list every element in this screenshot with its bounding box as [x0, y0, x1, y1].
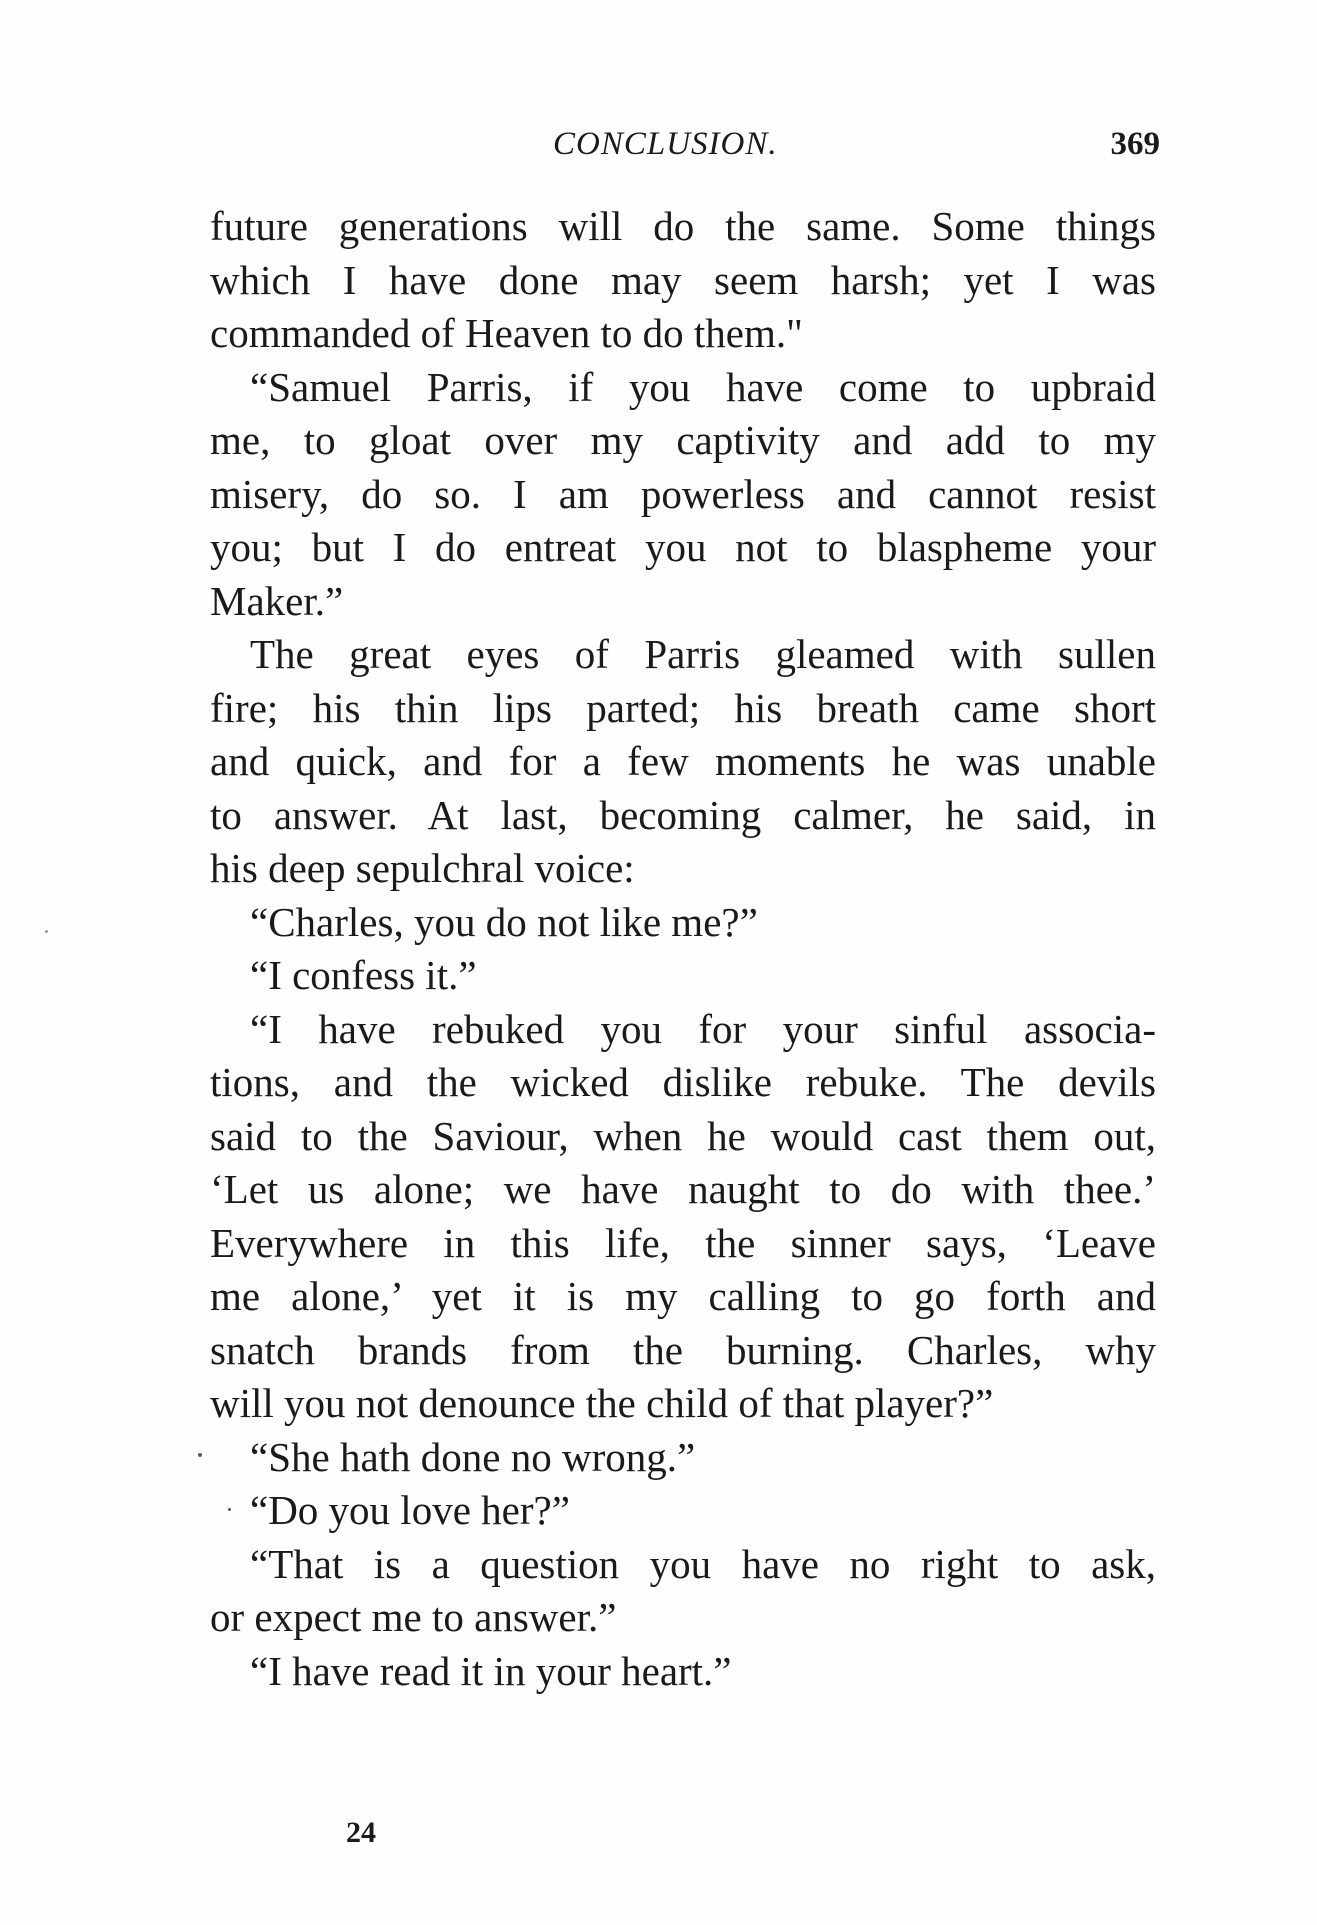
text-line: misery, do so. I am powerless and cannot resist [210, 470, 1156, 517]
text-line: “That is a question you have no right to ask, [250, 1540, 1156, 1587]
chapter-title: CONCLUSION. [553, 126, 778, 162]
signature-mark: 24 [346, 1816, 376, 1849]
text-line: me, to gloat over my captivity and add to my [210, 417, 1156, 463]
text-line: “I have read it in your heart.” [250, 1647, 732, 1694]
text-line: you; but I do entreat you not to blaspheme your [210, 524, 1156, 570]
text-line: will you not denounce the child of that player?” [210, 1380, 994, 1426]
print-speck [198, 1453, 202, 1457]
text-line: which I have done may seem harsh; yet I was [210, 256, 1156, 303]
text-line: snatch brands from the burning. Charles, why [210, 1326, 1156, 1373]
page-number: 369 [1110, 126, 1160, 162]
text-line: “I confess it.” [250, 952, 477, 998]
print-speck [228, 1508, 231, 1511]
text-line: future generations will do the same. Some things [210, 203, 1156, 249]
text-line: to answer. At last, becoming calmer, he said, in [210, 791, 1156, 838]
text-line: Everywhere in this life, the sinner says, ‘Leave [210, 1219, 1156, 1266]
text-line: commanded of Heaven to do them." [210, 310, 803, 356]
text-line: said to the Saviour, when he would cast them out, [210, 1112, 1156, 1159]
body-text [210, 200, 1156, 1698]
text-line: “She hath done no wrong.” [250, 1433, 696, 1480]
text-line: me alone,’ yet it is my calling to go forth and [210, 1273, 1156, 1319]
text-line: fire; his thin lips parted; his breath came short [210, 684, 1156, 731]
text-line: The great eyes of Parris gleamed with sullen [250, 631, 1156, 677]
running-head [210, 126, 1160, 174]
text-line: ‘Let us alone; we have naught to do with thee.’ [210, 1166, 1156, 1212]
text-line: his deep sepulchral voice: [210, 845, 635, 891]
text-line: tions, and the wicked dislike rebuke. The devils [210, 1059, 1156, 1105]
text-line: “Charles, you do not like me?” [250, 898, 758, 945]
text-line: “Samuel Parris, if you have come to upbraid [250, 363, 1156, 410]
text-line: “Do you love her?” [250, 1487, 570, 1533]
text-line: and quick, and for a few moments he was unable [210, 738, 1156, 784]
text-line: “I have rebuked you for your sinful associa- [250, 1005, 1156, 1052]
text-line: Maker.” [210, 577, 344, 624]
print-speck [45, 930, 48, 933]
text-line: or expect me to answer.” [210, 1594, 617, 1640]
